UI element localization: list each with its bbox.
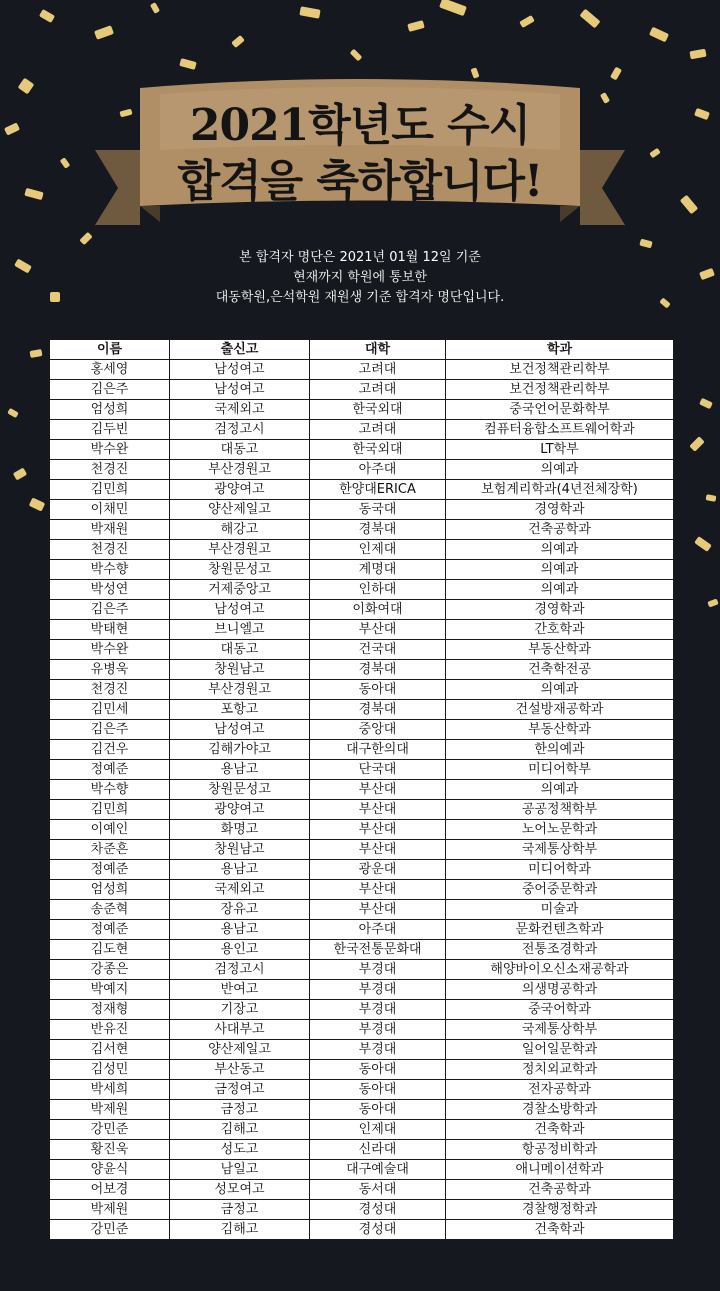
- notice-text: [0, 248, 720, 308]
- table-row: [50, 400, 674, 420]
- cell-university: 건국대: [310, 640, 446, 660]
- table-row: [50, 360, 674, 380]
- cell-name: 반유진: [50, 1020, 170, 1040]
- cell-name: 김민세: [50, 700, 170, 720]
- cell-school: 성모여고: [170, 1180, 310, 1200]
- cell-department: 전통조경학과: [446, 940, 674, 960]
- cell-school: 용인고: [170, 940, 310, 960]
- cell-name: 천경진: [50, 460, 170, 480]
- cell-school: 양산제일고: [170, 500, 310, 520]
- cell-school: 남성여고: [170, 360, 310, 380]
- cell-department: LT학부: [446, 440, 674, 460]
- cell-name: 홍세영: [50, 360, 170, 380]
- cell-department: 컴퓨터융합소프트웨어학과: [446, 420, 674, 440]
- table-row: [50, 600, 674, 620]
- table-row: [50, 620, 674, 640]
- cell-name: 김도현: [50, 940, 170, 960]
- cell-department: 의예과: [446, 580, 674, 600]
- table-row: [50, 520, 674, 540]
- table-row: [50, 760, 674, 780]
- cell-department: 중어중문학과: [446, 880, 674, 900]
- cell-school: 남일고: [170, 1160, 310, 1180]
- confetti-piece: [707, 598, 718, 607]
- notice-line3: 대동학원,은석학원 재원생 기준 합격자 명단입니다.: [215, 290, 505, 305]
- cell-department: 미디어학부: [446, 760, 674, 780]
- cell-school: 김해고: [170, 1220, 310, 1240]
- cell-name: 박제원: [50, 1100, 170, 1120]
- cell-school: 검정고시: [170, 420, 310, 440]
- cell-name: 박재원: [50, 520, 170, 540]
- cell-university: 동아대: [310, 1080, 446, 1100]
- title-banner: [0, 0, 720, 240]
- cell-name: 박수향: [50, 560, 170, 580]
- cell-name: 양윤식: [50, 1160, 170, 1180]
- cell-university: 부경대: [310, 960, 446, 980]
- table-row: [50, 460, 674, 480]
- cell-department: 건축공학과: [446, 1180, 674, 1200]
- banner-title-line2: 합격을 축하합니다!: [177, 156, 543, 207]
- table-row: [50, 1140, 674, 1160]
- cell-department: 부동산학과: [446, 720, 674, 740]
- cell-name: 박수향: [50, 780, 170, 800]
- cell-school: 광양여고: [170, 480, 310, 500]
- cell-university: 이화여대: [310, 600, 446, 620]
- cell-university: 동아대: [310, 1060, 446, 1080]
- cell-department: 일어일문학과: [446, 1040, 674, 1060]
- cell-school: 부산경원고: [170, 680, 310, 700]
- cell-university: 부경대: [310, 980, 446, 1000]
- cell-university: 고려대: [310, 420, 446, 440]
- cell-department: 의예과: [446, 460, 674, 480]
- cell-university: 경북대: [310, 700, 446, 720]
- cell-school: 광양여고: [170, 800, 310, 820]
- cell-name: 김은주: [50, 380, 170, 400]
- table-row: [50, 1120, 674, 1140]
- cell-department: 중국어학과: [446, 1000, 674, 1020]
- cell-university: 아주대: [310, 920, 446, 940]
- table-row: [50, 840, 674, 860]
- cell-name: 정예준: [50, 760, 170, 780]
- cell-department: 미디어학과: [446, 860, 674, 880]
- cell-department: 보건정책관리학부: [446, 380, 674, 400]
- cell-department: 중국언어문화학부: [446, 400, 674, 420]
- cell-university: 부산대: [310, 780, 446, 800]
- cell-department: 경영학과: [446, 500, 674, 520]
- header-name: 이름: [50, 340, 170, 360]
- cell-school: 장유고: [170, 900, 310, 920]
- cell-department: 정치외교학과: [446, 1060, 674, 1080]
- cell-university: 신라대: [310, 1140, 446, 1160]
- admission-results-table: [49, 339, 674, 1240]
- table-row: [50, 920, 674, 940]
- table-row: [50, 880, 674, 900]
- cell-name: 김은주: [50, 600, 170, 620]
- cell-department: 한의예과: [446, 740, 674, 760]
- cell-university: 중앙대: [310, 720, 446, 740]
- table-row: [50, 1040, 674, 1060]
- cell-department: 문화컨텐츠학과: [446, 920, 674, 940]
- cell-school: 사대부고: [170, 1020, 310, 1040]
- cell-school: 해강고: [170, 520, 310, 540]
- cell-school: 금정고: [170, 1200, 310, 1220]
- table-row: [50, 660, 674, 680]
- cell-name: 차준흔: [50, 840, 170, 860]
- cell-department: 의생명공학과: [446, 980, 674, 1000]
- cell-department: 공공정책학부: [446, 800, 674, 820]
- table-row: [50, 820, 674, 840]
- cell-university: 고려대: [310, 360, 446, 380]
- cell-university: 부산대: [310, 840, 446, 860]
- cell-school: 반여고: [170, 980, 310, 1000]
- table-row: [50, 540, 674, 560]
- cell-name: 박세희: [50, 1080, 170, 1100]
- cell-school: 국제외고: [170, 880, 310, 900]
- cell-department: 경찰소방학과: [446, 1100, 674, 1120]
- cell-university: 한양대ERICA: [310, 480, 446, 500]
- cell-school: 브니엘고: [170, 620, 310, 640]
- confetti-piece: [29, 497, 45, 511]
- table-row: [50, 800, 674, 820]
- cell-school: 부산경원고: [170, 540, 310, 560]
- cell-department: 해양바이오신소재공학과: [446, 960, 674, 980]
- cell-name: 송준혁: [50, 900, 170, 920]
- cell-university: 한국전통문화대: [310, 940, 446, 960]
- table-row: [50, 1200, 674, 1220]
- cell-department: 의예과: [446, 780, 674, 800]
- cell-name: 김은주: [50, 720, 170, 740]
- table-row: [50, 1180, 674, 1200]
- cell-name: 김민희: [50, 800, 170, 820]
- cell-university: 인하대: [310, 580, 446, 600]
- cell-university: 부산대: [310, 620, 446, 640]
- cell-name: 박예지: [50, 980, 170, 1000]
- cell-university: 동아대: [310, 680, 446, 700]
- cell-name: 박제원: [50, 1200, 170, 1220]
- notice-line1: 본 합격자 명단은 2021년 01월 12일 기준: [239, 250, 481, 265]
- cell-school: 대동고: [170, 440, 310, 460]
- table-header-row: [50, 340, 674, 360]
- table-row: [50, 1080, 674, 1100]
- cell-name: 박수완: [50, 440, 170, 460]
- cell-university: 경북대: [310, 660, 446, 680]
- cell-department: 애니메이션학과: [446, 1160, 674, 1180]
- table-row: [50, 480, 674, 500]
- banner-title-line1: 2021학년도 수시: [189, 100, 531, 151]
- cell-school: 용남고: [170, 760, 310, 780]
- cell-school: 성도고: [170, 1140, 310, 1160]
- cell-name: 이예인: [50, 820, 170, 840]
- cell-name: 천경진: [50, 680, 170, 700]
- cell-department: 국제통상학부: [446, 840, 674, 860]
- cell-department: 경영학과: [446, 600, 674, 620]
- cell-name: 김건우: [50, 740, 170, 760]
- confetti-piece: [694, 536, 712, 552]
- cell-university: 부산대: [310, 880, 446, 900]
- table-row: [50, 560, 674, 580]
- cell-name: 박태현: [50, 620, 170, 640]
- cell-department: 건설방재공학과: [446, 700, 674, 720]
- cell-university: 계명대: [310, 560, 446, 580]
- cell-department: 보건정책관리학부: [446, 360, 674, 380]
- cell-school: 창원문성고: [170, 560, 310, 580]
- cell-department: 부동산학과: [446, 640, 674, 660]
- cell-university: 부산대: [310, 900, 446, 920]
- cell-university: 광운대: [310, 860, 446, 880]
- cell-name: 박수완: [50, 640, 170, 660]
- header-department: 학과: [446, 340, 674, 360]
- cell-name: 김민희: [50, 480, 170, 500]
- table-row: [50, 1060, 674, 1080]
- cell-school: 검정고시: [170, 960, 310, 980]
- cell-name: 김두빈: [50, 420, 170, 440]
- table-row: [50, 640, 674, 660]
- cell-department: 항공정비학과: [446, 1140, 674, 1160]
- cell-university: 인제대: [310, 1120, 446, 1140]
- cell-school: 김해가야고: [170, 740, 310, 760]
- cell-school: 양산제일고: [170, 1040, 310, 1060]
- table-row: [50, 1020, 674, 1040]
- cell-school: 창원남고: [170, 840, 310, 860]
- cell-name: 천경진: [50, 540, 170, 560]
- table-row: [50, 860, 674, 880]
- cell-university: 경북대: [310, 520, 446, 540]
- cell-university: 부경대: [310, 1000, 446, 1020]
- table-row: [50, 420, 674, 440]
- cell-department: 의예과: [446, 560, 674, 580]
- table-row: [50, 740, 674, 760]
- cell-department: 경찰행정학과: [446, 1200, 674, 1220]
- cell-university: 동아대: [310, 1100, 446, 1120]
- cell-name: 어보경: [50, 1180, 170, 1200]
- header-university: 대학: [310, 340, 446, 360]
- cell-school: 남성여고: [170, 380, 310, 400]
- confetti-piece: [13, 468, 27, 481]
- cell-university: 동국대: [310, 500, 446, 520]
- cell-school: 남성여고: [170, 600, 310, 620]
- cell-name: 김서현: [50, 1040, 170, 1060]
- cell-school: 거제중앙고: [170, 580, 310, 600]
- table-row: [50, 580, 674, 600]
- table-row: [50, 1220, 674, 1240]
- table-row: [50, 1100, 674, 1120]
- cell-university: 아주대: [310, 460, 446, 480]
- cell-department: 국제통상학부: [446, 1020, 674, 1040]
- cell-university: 부경대: [310, 1040, 446, 1060]
- cell-school: 화명고: [170, 820, 310, 840]
- confetti-piece: [7, 408, 19, 418]
- cell-department: 미술과: [446, 900, 674, 920]
- confetti-piece: [699, 398, 713, 409]
- cell-school: 용남고: [170, 860, 310, 880]
- cell-school: 부산경원고: [170, 460, 310, 480]
- cell-department: 의예과: [446, 540, 674, 560]
- confetti-piece: [706, 494, 717, 502]
- cell-name: 유병욱: [50, 660, 170, 680]
- cell-name: 정재형: [50, 1000, 170, 1020]
- confetti-piece: [689, 436, 705, 452]
- cell-school: 기장고: [170, 1000, 310, 1020]
- cell-department: 간호학과: [446, 620, 674, 640]
- cell-university: 동서대: [310, 1180, 446, 1200]
- cell-university: 한국외대: [310, 400, 446, 420]
- cell-name: 강종은: [50, 960, 170, 980]
- table-row: [50, 440, 674, 460]
- table-row: [50, 680, 674, 700]
- cell-name: 박성연: [50, 580, 170, 600]
- table-row: [50, 780, 674, 800]
- cell-university: 경성대: [310, 1220, 446, 1240]
- cell-school: 금정고: [170, 1100, 310, 1120]
- table-row: [50, 1160, 674, 1180]
- table-row: [50, 940, 674, 960]
- cell-university: 대구예술대: [310, 1160, 446, 1180]
- cell-name: 강민준: [50, 1220, 170, 1240]
- cell-name: 정예준: [50, 860, 170, 880]
- cell-school: 대동고: [170, 640, 310, 660]
- cell-school: 국제외고: [170, 400, 310, 420]
- cell-department: 의예과: [446, 680, 674, 700]
- cell-name: 엄성희: [50, 880, 170, 900]
- cell-university: 경성대: [310, 1200, 446, 1220]
- cell-department: 보험계리학과(4년전체장학): [446, 480, 674, 500]
- table-row: [50, 960, 674, 980]
- cell-university: 부산대: [310, 820, 446, 840]
- cell-university: 한국외대: [310, 440, 446, 460]
- cell-department: 전자공학과: [446, 1080, 674, 1100]
- cell-university: 단국대: [310, 760, 446, 780]
- cell-school: 포항고: [170, 700, 310, 720]
- cell-department: 건축학과: [446, 1220, 674, 1240]
- table-row: [50, 980, 674, 1000]
- cell-department: 건축학전공: [446, 660, 674, 680]
- cell-department: 건축공학과: [446, 520, 674, 540]
- notice-line2: 현재까지 학원에 통보한: [293, 270, 427, 285]
- cell-university: 대구한의대: [310, 740, 446, 760]
- table-body: [50, 360, 674, 1240]
- cell-university: 부경대: [310, 1020, 446, 1040]
- cell-school: 김해고: [170, 1120, 310, 1140]
- table-row: [50, 900, 674, 920]
- cell-school: 창원문성고: [170, 780, 310, 800]
- cell-department: 노어노문학과: [446, 820, 674, 840]
- table-row: [50, 500, 674, 520]
- cell-university: 고려대: [310, 380, 446, 400]
- table-row: [50, 380, 674, 400]
- cell-name: 황진욱: [50, 1140, 170, 1160]
- cell-name: 강민준: [50, 1120, 170, 1140]
- cell-name: 엄성희: [50, 400, 170, 420]
- cell-school: 금정여고: [170, 1080, 310, 1100]
- cell-school: 창원남고: [170, 660, 310, 680]
- table-row: [50, 720, 674, 740]
- cell-school: 용남고: [170, 920, 310, 940]
- table-row: [50, 700, 674, 720]
- confetti-piece: [29, 349, 42, 358]
- cell-school: 부산동고: [170, 1060, 310, 1080]
- cell-university: 부산대: [310, 800, 446, 820]
- confetti-piece: [639, 239, 652, 249]
- header-school: 출신고: [170, 340, 310, 360]
- cell-department: 건축학과: [446, 1120, 674, 1140]
- cell-name: 정예준: [50, 920, 170, 940]
- cell-name: 김성민: [50, 1060, 170, 1080]
- cell-school: 남성여고: [170, 720, 310, 740]
- cell-name: 이채민: [50, 500, 170, 520]
- table-row: [50, 1000, 674, 1020]
- cell-university: 인제대: [310, 540, 446, 560]
